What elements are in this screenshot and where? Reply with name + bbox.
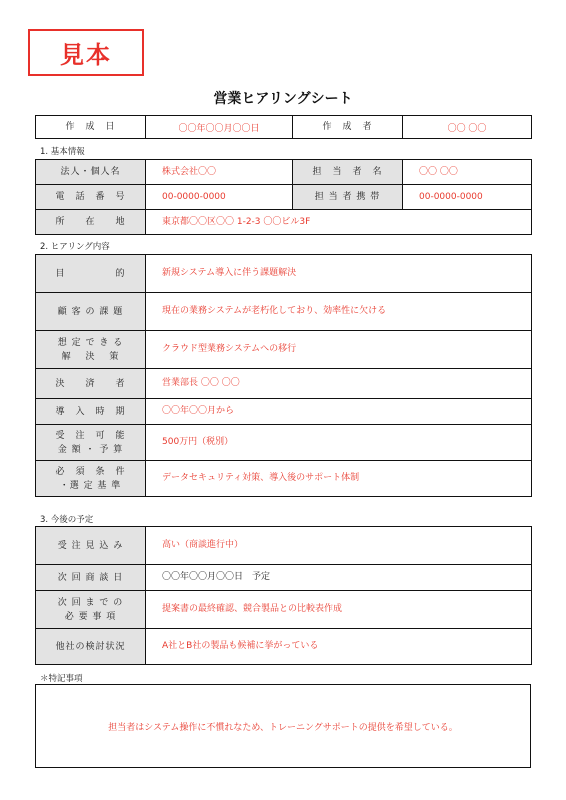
solution-value: クラウド型業務システムへの移行 xyxy=(146,331,532,369)
phone-value: 00-0000-0000 xyxy=(146,185,293,210)
competitor-status-label: 他社の検討状況 xyxy=(36,629,146,665)
contact-person-label: 担 当 者 名 xyxy=(293,160,403,185)
phone-label: 電 話 番 号 xyxy=(36,185,146,210)
section-heading-hearing: 2. ヒアリング内容 xyxy=(40,242,110,252)
purpose-label: 目 的 xyxy=(36,255,146,293)
address-value: 東京都〇〇区〇〇 1-2-3 〇〇ビル3F xyxy=(146,210,532,235)
budget-label: 受 注 可 能 金 額 ・ 予 算 xyxy=(36,425,146,461)
customer-issue-value: 現在の業務システムが老朽化しており、効率性に欠ける xyxy=(146,293,532,331)
schedule-table xyxy=(35,526,532,665)
next-meeting-value: 〇〇年〇〇月〇〇日 予定 xyxy=(146,565,532,591)
created-date-value: 〇〇年〇〇月〇〇日 xyxy=(146,116,293,139)
competitor-status-value: A社とB社の製品も候補に挙がっている xyxy=(146,629,532,665)
budget-value: 500万円（税別） xyxy=(146,425,532,461)
page-title: 営業ヒアリングシート xyxy=(213,91,353,107)
approver-label: 決 済 者 xyxy=(36,369,146,399)
requirements-label: 必 須 条 件 ・選 定 基 準 xyxy=(36,461,146,497)
introduction-timing-value: 〇〇年〇〇月から xyxy=(146,399,532,425)
next-requirements-label: 次 回 ま で の 必 要 事 項 xyxy=(36,591,146,629)
requirements-value: データセキュリティ対策、導入後のサポート体制 xyxy=(146,461,532,497)
next-requirements-value: 提案書の最終確認、競合製品との比較表作成 xyxy=(146,591,532,629)
solution-label: 想 定 で き る 解 決 策 xyxy=(36,331,146,369)
basic-info-table xyxy=(35,159,532,235)
sample-stamp: 見本 xyxy=(28,29,144,76)
contact-person-value: 〇〇 〇〇 xyxy=(403,160,532,185)
client-name-label: 法人・個人名 xyxy=(36,160,146,185)
section-heading-schedule: 3. 今後の予定 xyxy=(40,515,94,525)
customer-issue-label: 顧 客 の 課 題 xyxy=(36,293,146,331)
introduction-timing-label: 導 入 時 期 xyxy=(36,399,146,425)
notes-text: 担当者はシステム操作に不慣れなため、トレーニングサポートの提供を希望している。 xyxy=(108,722,458,733)
client-name-value: 株式会社〇〇 xyxy=(146,160,293,185)
mobile-value: 00-0000-0000 xyxy=(403,185,532,210)
approver-value: 営業部長 〇〇 〇〇 xyxy=(146,369,532,399)
address-label: 所 在 地 xyxy=(36,210,146,235)
hearing-table xyxy=(35,254,532,497)
purpose-value: 新規システム導入に伴う課題解決 xyxy=(146,255,532,293)
order-outlook-value: 高い（商談進行中） xyxy=(146,527,532,565)
order-outlook-label: 受 注 見 込 み xyxy=(36,527,146,565)
author-label: 作 成 者 xyxy=(293,116,403,139)
next-meeting-label: 次 回 商 談 日 xyxy=(36,565,146,591)
mobile-label: 担 当 者 携 帯 xyxy=(293,185,403,210)
notes-box xyxy=(35,684,531,768)
header-table xyxy=(35,115,532,139)
section-heading-basic-info: 1. 基本情報 xyxy=(40,147,85,157)
notes-label: ＊特記事項 xyxy=(40,674,83,684)
created-date-label: 作 成 日 xyxy=(36,116,146,139)
author-value: 〇〇 〇〇 xyxy=(403,116,532,139)
